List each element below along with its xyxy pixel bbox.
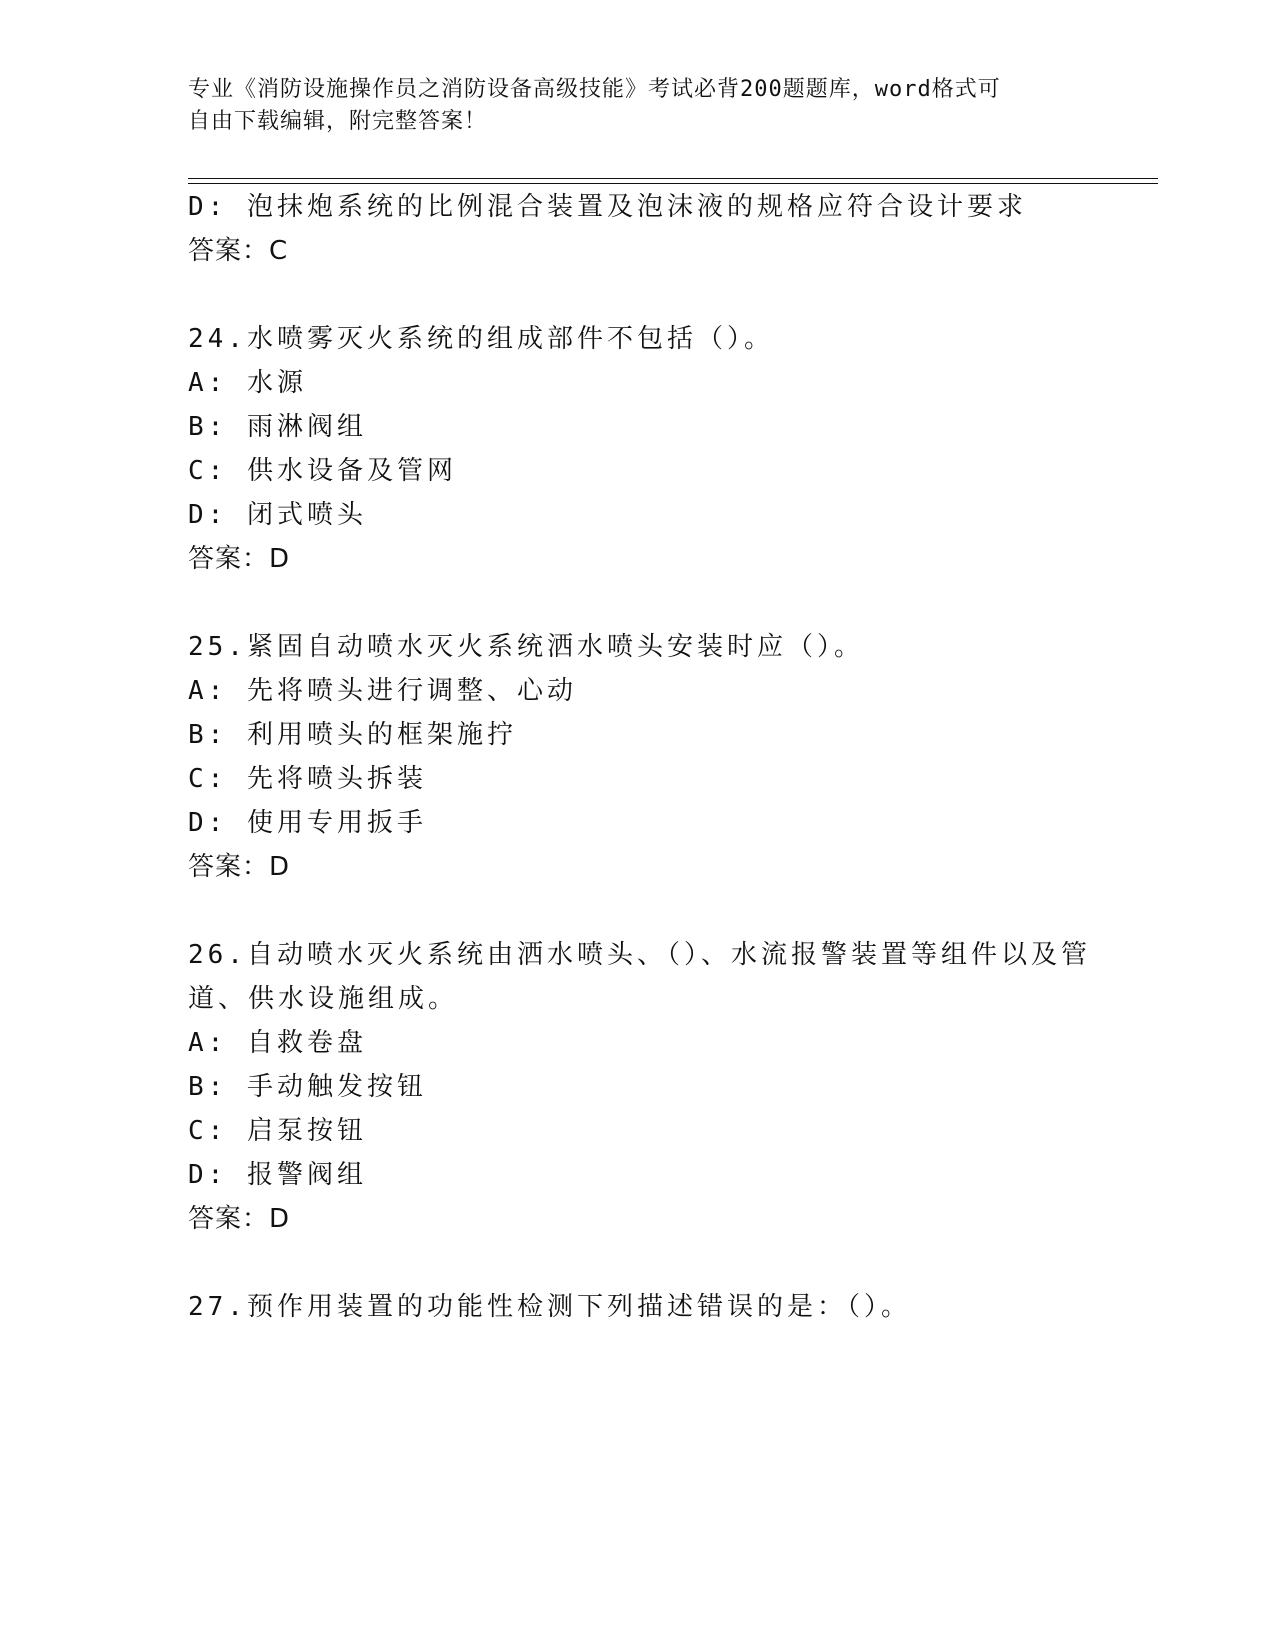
q25-option-c: C: 先将喷头拆装 [188,764,427,794]
q24-option-a: A: 水源 [188,368,307,398]
header-rule-bottom [188,183,1158,184]
q25-option-a: A: 先将喷头进行调整、心动 [188,676,577,706]
q24-answer: 答案：D [188,544,291,574]
q26-option-c: C: 启泵按钮 [188,1116,367,1146]
q27-question: 27.预作用装置的功能性检测下列描述错误的是：（）。 [188,1292,911,1322]
q25-option-b: B: 利用喷头的框架施拧 [188,720,517,750]
q26-question-line-1: 26.自动喷水灭火系统由洒水喷头、（）、水流报警装置等组件以及管 [188,940,1091,970]
q26-option-a: A: 自救卷盘 [188,1028,367,1058]
q26-answer: 答案：D [188,1204,291,1234]
q26-question-line-2: 道、供水设施组成。 [188,984,459,1014]
q24-option-c: C: 供水设备及管网 [188,456,457,486]
q23-option-d: D: 泡抹炮系统的比例混合装置及泡沫液的规格应符合设计要求 [188,192,1027,222]
q25-answer: 答案：D [188,852,291,882]
q25-option-d: D: 使用专用扳手 [188,808,427,838]
header-line-1: 专业《消防设施操作员之消防设备高级技能》考试必背200题题库，word格式可 [188,77,1001,102]
header-line-2: 自由下载编辑，附完整答案！ [188,109,488,134]
q24-option-b: B: 雨淋阀组 [188,412,367,442]
q24-option-d: D: 闭式喷头 [188,500,367,530]
q25-question: 25.紧固自动喷水灭火系统洒水喷头安装时应（）。 [188,632,864,662]
q26-option-d: D: 报警阀组 [188,1160,367,1190]
header-rule-top [188,178,1158,179]
q23-answer: 答案：C [188,236,289,266]
document-header [188,74,1088,138]
q24-question: 24.水喷雾灭火系统的组成部件不包括（）。 [188,324,774,354]
q26-option-b: B: 手动触发按钮 [188,1072,427,1102]
